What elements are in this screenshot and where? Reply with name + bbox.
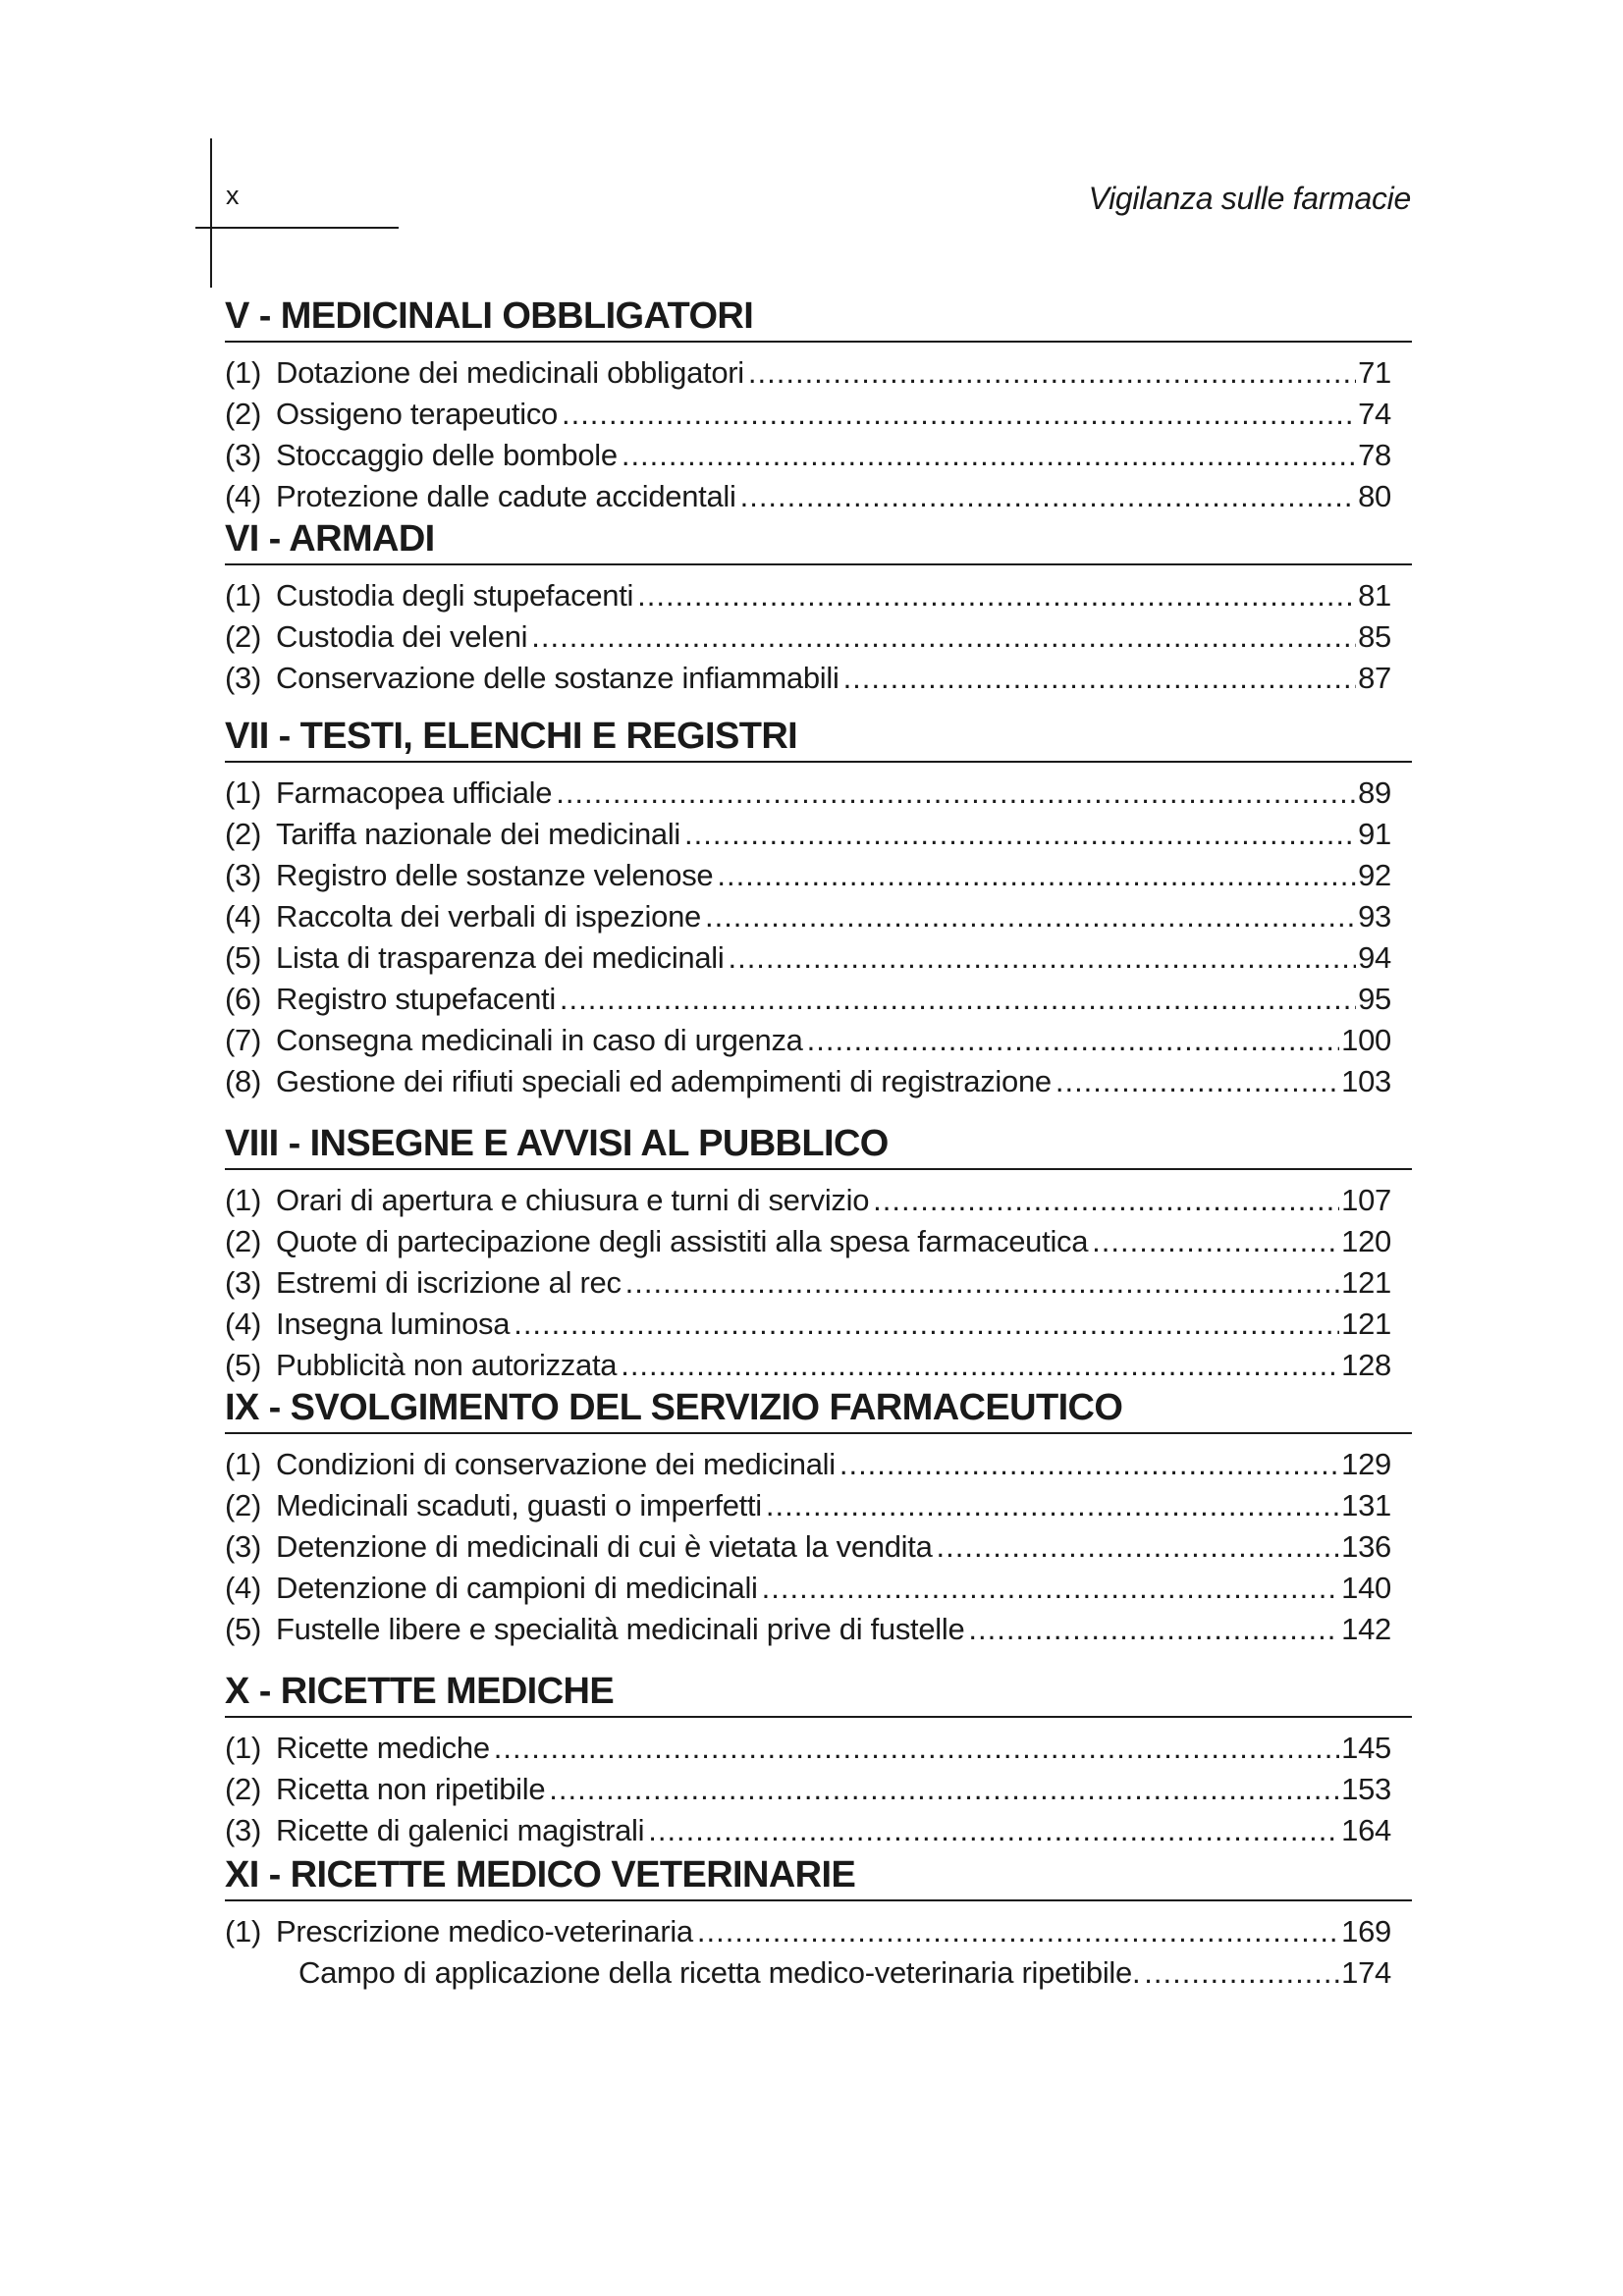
entry-page: 164 — [1341, 1813, 1391, 1847]
entry-number: (2) — [225, 1224, 261, 1258]
toc-entry — [225, 476, 1412, 517]
entry-title: Conservazione delle sostanze infiammabili — [276, 661, 839, 695]
dot-leader — [843, 658, 1357, 699]
entry-page: 78 — [1358, 438, 1391, 472]
entry-page: 85 — [1358, 619, 1391, 654]
toc-entry — [225, 1020, 1412, 1061]
entry-page: 92 — [1358, 858, 1391, 892]
entry-number: (3) — [225, 1265, 261, 1300]
toc-section — [225, 294, 1412, 517]
entry-number: (2) — [225, 1488, 261, 1522]
entry-title: Dotazione dei medicinali obbligatori — [276, 355, 744, 390]
entry-number: (2) — [225, 397, 261, 431]
toc-subentry — [225, 1952, 1412, 1994]
entry-title: Consegna medicinali in caso di urgenza — [276, 1023, 803, 1057]
dot-leader — [621, 1345, 1339, 1386]
entry-page: 129 — [1341, 1447, 1391, 1481]
entry-title: Farmacopea ufficiale — [276, 775, 553, 810]
entry-number: (5) — [225, 1348, 261, 1382]
toc-entry — [225, 1485, 1412, 1526]
entry-title: Ricette di galenici magistrali — [276, 1813, 645, 1847]
entry-page: 74 — [1358, 397, 1391, 431]
chapter-title: VII - TESTI, ELENCHI E REGISTRI — [225, 715, 1412, 763]
entry-page: 153 — [1341, 1772, 1391, 1806]
entry-number: (2) — [225, 817, 261, 851]
entry-page: 100 — [1341, 1023, 1391, 1057]
toc-entry — [225, 855, 1412, 896]
entry-page: 128 — [1341, 1348, 1391, 1382]
entry-number: (6) — [225, 982, 261, 1016]
toc-section — [225, 1102, 1412, 1386]
dot-leader — [937, 1526, 1340, 1568]
entry-title: Condizioni di conservazione dei medicinali — [276, 1447, 836, 1481]
toc-entry — [225, 979, 1412, 1020]
toc-entry — [225, 896, 1412, 937]
dot-leader — [560, 979, 1356, 1020]
page-number: x — [226, 181, 240, 210]
entry-number: (3) — [225, 858, 261, 892]
chapter-title: VIII - INSEGNE E AVVISI AL PUBBLICO — [225, 1122, 1412, 1170]
toc-section — [225, 699, 1412, 1102]
entry-title: Prescrizione medico-veterinaria — [276, 1914, 693, 1949]
toc-entry — [225, 937, 1412, 979]
entry-page: 145 — [1341, 1731, 1391, 1765]
entry-title: Estremi di iscrizione al rec — [276, 1265, 622, 1300]
entry-list — [225, 1444, 1412, 1650]
entry-list — [225, 352, 1412, 517]
entry-title: Quote di partecipazione degli assistiti alla spesa farmaceutica — [276, 1224, 1089, 1258]
toc-entry — [225, 1526, 1412, 1568]
entry-page: 142 — [1341, 1612, 1391, 1646]
entry-number: (4) — [225, 1571, 261, 1605]
dot-leader — [1092, 1221, 1339, 1262]
toc-entry — [225, 814, 1412, 855]
entry-title: Detenzione di medicinali di cui è vietata la vendita — [276, 1529, 933, 1564]
dot-leader — [556, 773, 1356, 814]
dot-leader — [839, 1444, 1339, 1485]
entry-title: Campo di applicazione della ricetta medico-veterinaria ripetibile. — [298, 1955, 1141, 1990]
entry-number: (5) — [225, 1612, 261, 1646]
entry-page: 140 — [1341, 1571, 1391, 1605]
entry-page: 87 — [1358, 661, 1391, 695]
toc-entry — [225, 1911, 1412, 1952]
entry-page: 120 — [1341, 1224, 1391, 1258]
entry-number: (8) — [225, 1064, 261, 1098]
entry-page: 174 — [1341, 1955, 1391, 1990]
entry-number: (5) — [225, 940, 261, 975]
dot-leader — [622, 435, 1356, 476]
entry-title: Gestione dei rifiuti speciali ed adempimenti di registrazione — [276, 1064, 1052, 1098]
entry-number: (7) — [225, 1023, 261, 1057]
entry-list — [225, 1728, 1412, 1851]
entry-page: 91 — [1358, 817, 1391, 851]
crop-mark-horizontal — [195, 227, 399, 229]
running-title: Vigilanza sulle farmacie — [1088, 181, 1411, 216]
entry-title: Detenzione di campioni di medicinali — [276, 1571, 758, 1605]
entry-number: (3) — [225, 1529, 261, 1564]
dot-leader — [625, 1262, 1340, 1304]
entry-page: 121 — [1341, 1265, 1391, 1300]
entry-number: (4) — [225, 899, 261, 934]
dot-leader — [697, 1911, 1339, 1952]
entry-number: (3) — [225, 1813, 261, 1847]
entry-number: (1) — [225, 1731, 261, 1765]
toc-entry — [225, 1262, 1412, 1304]
entry-page: 80 — [1358, 479, 1391, 513]
toc-section — [225, 517, 1412, 699]
dot-leader — [762, 1568, 1340, 1609]
dot-leader — [684, 814, 1356, 855]
entry-title: Raccolta dei verbali di ispezione — [276, 899, 701, 934]
toc-entry — [225, 1810, 1412, 1851]
toc-entry — [225, 1061, 1412, 1102]
entry-page: 107 — [1341, 1183, 1391, 1217]
dot-leader — [705, 896, 1356, 937]
entry-number: (1) — [225, 1447, 261, 1481]
crop-mark-vertical — [210, 138, 212, 288]
entry-title: Lista di trasparenza dei medicinali — [276, 940, 725, 975]
entry-number: (4) — [225, 1307, 261, 1341]
entry-page: 121 — [1341, 1307, 1391, 1341]
toc-entry — [225, 1609, 1412, 1650]
entry-list — [225, 575, 1412, 699]
entry-title: Orari di apertura e chiusura e turni di servizio — [276, 1183, 870, 1217]
entry-page: 81 — [1358, 578, 1391, 613]
toc-entry — [225, 435, 1412, 476]
toc-entry — [225, 1728, 1412, 1769]
toc-entry — [225, 1568, 1412, 1609]
entry-title: Ossigeno terapeutico — [276, 397, 558, 431]
dot-leader — [807, 1020, 1340, 1061]
entry-number: (2) — [225, 1772, 261, 1806]
entry-page: 89 — [1358, 775, 1391, 810]
chapter-title: IX - SVOLGIMENTO DEL SERVIZIO FARMACEUTICO — [225, 1386, 1412, 1434]
toc-entry — [225, 575, 1412, 616]
entry-title: Stoccaggio delle bombole — [276, 438, 618, 472]
table-of-contents — [225, 294, 1412, 1994]
chapter-title: V - MEDICINALI OBBLIGATORI — [225, 294, 1412, 343]
dot-leader — [1144, 1952, 1339, 1994]
entry-page: 131 — [1341, 1488, 1391, 1522]
toc-entry — [225, 1444, 1412, 1485]
entry-page: 136 — [1341, 1529, 1391, 1564]
chapter-title: XI - RICETTE MEDICO VETERINARIE — [225, 1853, 1412, 1901]
dot-leader — [748, 352, 1356, 394]
entry-title: Medicinali scaduti, guasti o imperfetti — [276, 1488, 762, 1522]
entry-title: Ricetta non ripetibile — [276, 1772, 546, 1806]
dot-leader — [728, 937, 1356, 979]
dot-leader — [531, 616, 1356, 658]
toc-entry — [225, 1304, 1412, 1345]
toc-entry — [225, 1180, 1412, 1221]
dot-leader — [494, 1728, 1339, 1769]
dot-leader — [637, 575, 1356, 616]
dot-leader — [717, 855, 1356, 896]
entry-number: (3) — [225, 438, 261, 472]
toc-entry — [225, 394, 1412, 435]
entry-list — [225, 1911, 1412, 1994]
toc-entry — [225, 616, 1412, 658]
dot-leader — [549, 1769, 1339, 1810]
toc-entry — [225, 352, 1412, 394]
entry-page: 71 — [1358, 355, 1391, 390]
entry-title: Ricette mediche — [276, 1731, 490, 1765]
toc-section — [225, 1386, 1412, 1650]
entry-page: 93 — [1358, 899, 1391, 934]
entry-title: Custodia dei veleni — [276, 619, 528, 654]
entry-number: (1) — [225, 775, 261, 810]
entry-title: Registro stupefacenti — [276, 982, 556, 1016]
entry-title: Tariffa nazionale dei medicinali — [276, 817, 681, 851]
dot-leader — [648, 1810, 1339, 1851]
dot-leader — [968, 1609, 1339, 1650]
toc-section — [225, 1851, 1412, 1994]
dot-leader — [1055, 1061, 1339, 1102]
chapter-title: X - RICETTE MEDICHE — [225, 1670, 1412, 1718]
dot-leader — [766, 1485, 1339, 1526]
entry-number: (3) — [225, 661, 261, 695]
entry-title: Custodia degli stupefacenti — [276, 578, 634, 613]
entry-title: Fustelle libere e specialità medicinali prive di fustelle — [276, 1612, 965, 1646]
entry-page: 103 — [1341, 1064, 1391, 1098]
entry-title: Protezione dalle cadute accidentali — [276, 479, 736, 513]
entry-number: (1) — [225, 355, 261, 390]
entry-title: Registro delle sostanze velenose — [276, 858, 714, 892]
chapter-title: VI - ARMADI — [225, 517, 1412, 565]
entry-page: 94 — [1358, 940, 1391, 975]
entry-title: Insegna luminosa — [276, 1307, 511, 1341]
entry-list — [225, 773, 1412, 1102]
dot-leader — [740, 476, 1357, 517]
toc-entry — [225, 658, 1412, 699]
toc-entry — [225, 1345, 1412, 1386]
entry-number: (4) — [225, 479, 261, 513]
entry-page: 169 — [1341, 1914, 1391, 1949]
dot-leader — [514, 1304, 1339, 1345]
entry-list — [225, 1180, 1412, 1386]
toc-section — [225, 1650, 1412, 1851]
entry-page: 95 — [1358, 982, 1391, 1016]
toc-entry — [225, 1221, 1412, 1262]
dot-leader — [873, 1180, 1339, 1221]
entry-number: (1) — [225, 1183, 261, 1217]
entry-number: (1) — [225, 1914, 261, 1949]
entry-number: (1) — [225, 578, 261, 613]
entry-title: Pubblicità non autorizzata — [276, 1348, 618, 1382]
toc-entry — [225, 773, 1412, 814]
entry-number: (2) — [225, 619, 261, 654]
toc-entry — [225, 1769, 1412, 1810]
dot-leader — [562, 394, 1356, 435]
